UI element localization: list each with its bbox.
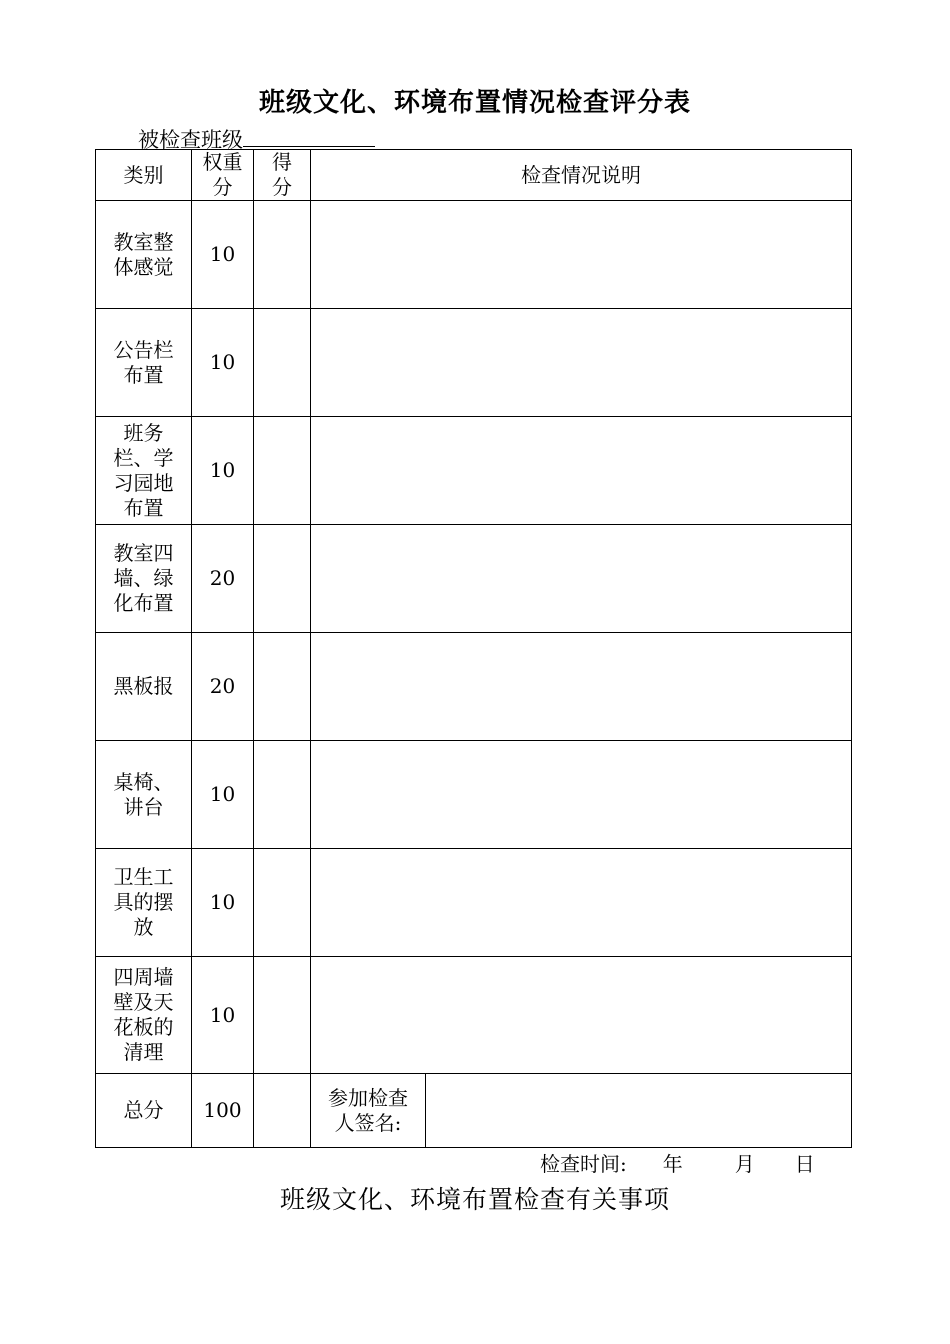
total-label: 总分: [96, 1074, 192, 1148]
total-weight: 100: [192, 1074, 254, 1148]
table-row: [96, 741, 852, 849]
score-table: [95, 149, 852, 1148]
inspected-class-blank[interactable]: [243, 126, 375, 147]
header-weight: 权重分: [192, 150, 254, 201]
row-score-cell[interactable]: [254, 525, 311, 633]
total-score-cell[interactable]: [254, 1074, 311, 1148]
inspector-sign-label: 参加检查人签名:: [311, 1074, 426, 1148]
total-row: [96, 1074, 852, 1148]
table-row: [96, 201, 852, 309]
section-subtitle: 班级文化、环境布置检查有关事项: [279, 1185, 670, 1214]
row-category: 黑板报: [96, 633, 192, 741]
check-time-day: 日: [794, 1152, 815, 1176]
row-notes-cell[interactable]: [311, 741, 852, 849]
header-row: [96, 150, 852, 201]
row-category: 教室四墙、绿化布置: [96, 525, 192, 633]
check-time-line: [540, 1148, 815, 1177]
row-notes-cell[interactable]: [311, 525, 852, 633]
row-score-cell[interactable]: [254, 309, 311, 417]
table-row: [96, 957, 852, 1074]
row-category: 教室整体感觉: [96, 201, 192, 309]
row-score-cell[interactable]: [254, 849, 311, 957]
row-weight: 10: [192, 201, 254, 309]
header-score: 得分: [254, 150, 311, 201]
row-notes-cell[interactable]: [311, 849, 852, 957]
row-weight: 10: [192, 741, 254, 849]
row-category: 桌椅、讲台: [96, 741, 192, 849]
row-score-cell[interactable]: [254, 417, 311, 525]
row-notes-cell[interactable]: [311, 201, 852, 309]
row-weight: 10: [192, 957, 254, 1074]
header-category: 类别: [96, 150, 192, 201]
row-notes-cell[interactable]: [311, 417, 852, 525]
table-row: [96, 849, 852, 957]
row-score-cell[interactable]: [254, 957, 311, 1074]
table-row: [96, 417, 852, 525]
row-score-cell[interactable]: [254, 633, 311, 741]
table-row: [96, 525, 852, 633]
row-category: 卫生工具的摆放: [96, 849, 192, 957]
page-title: 班级文化、环境布置情况检查评分表: [258, 88, 691, 118]
row-weight: 20: [192, 525, 254, 633]
row-category: 班务栏、学习园地布置: [96, 417, 192, 525]
inspector-sign-cell[interactable]: [426, 1074, 852, 1148]
row-score-cell[interactable]: [254, 741, 311, 849]
row-weight: 10: [192, 849, 254, 957]
check-time-label: 检查时间:: [540, 1152, 627, 1176]
row-weight: 10: [192, 417, 254, 525]
row-notes-cell[interactable]: [311, 309, 852, 417]
row-category: 四周墙壁及天花板的清理: [96, 957, 192, 1074]
table-row: [96, 633, 852, 741]
table-row: [96, 309, 852, 417]
row-score-cell[interactable]: [254, 201, 311, 309]
check-time-month: 月: [734, 1152, 755, 1176]
row-weight: 20: [192, 633, 254, 741]
row-notes-cell[interactable]: [311, 633, 852, 741]
row-weight: 10: [192, 309, 254, 417]
check-time-year: 年: [662, 1152, 683, 1176]
inspected-class-label: 被检查班级: [138, 128, 243, 152]
row-notes-cell[interactable]: [311, 957, 852, 1074]
header-notes: 检查情况说明: [311, 150, 852, 201]
row-category: 公告栏布置: [96, 309, 192, 417]
